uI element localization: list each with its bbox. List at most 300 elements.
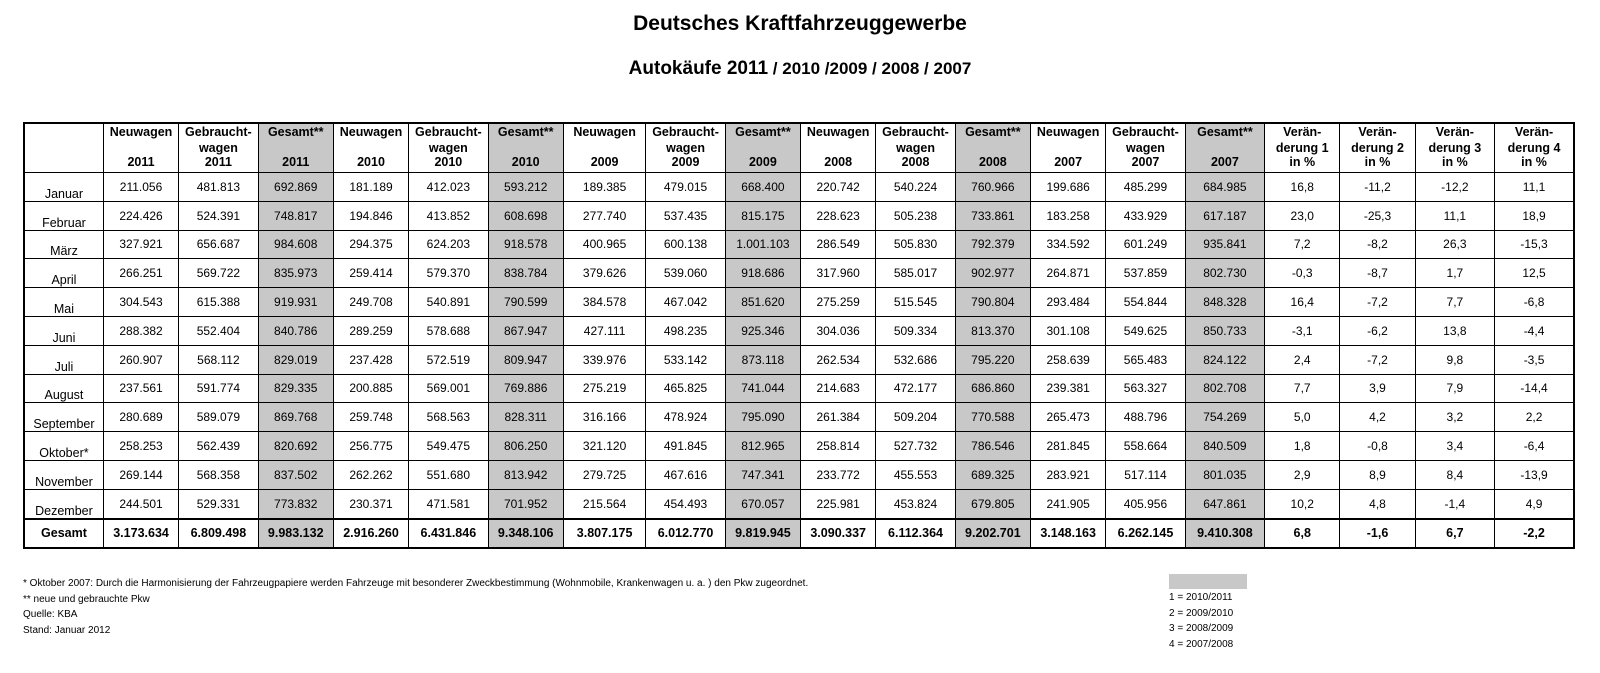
table-cell: 795.090 [725,403,800,432]
table-cell: 578.688 [409,316,488,345]
table-cell: 471.581 [409,489,488,518]
legend-item: 1 = 2010/2011 [1169,592,1233,603]
table-cell: 5,0 [1265,403,1340,432]
table-cell: 7,2 [1265,230,1340,259]
table-cell: 579.370 [409,259,488,288]
table-cell: 840.786 [258,316,333,345]
table-cell: 11,1 [1415,201,1494,230]
month-label: November [24,460,103,489]
table-cell: 379.626 [563,259,646,288]
table-cell: -1,4 [1415,489,1494,518]
table-cell: 537.435 [646,201,725,230]
footnotes [23,576,808,638]
table-cell: 873.118 [725,345,800,374]
table-cell: 4,2 [1340,403,1415,432]
total-cell: 3.173.634 [103,519,178,548]
table-cell: 813.370 [955,316,1030,345]
table-cell: 647.861 [1185,489,1264,518]
column-header [876,123,955,173]
table-cell: 266.251 [103,259,178,288]
footnote-line: Quelle: KBA [23,609,78,620]
header-row [24,123,1574,173]
table-cell: 275.259 [801,288,876,317]
table-cell: 384.578 [563,288,646,317]
table-cell: 591.774 [179,374,258,403]
column-header-label: Verän- derung 4 [1507,125,1561,155]
sales-table [23,122,1575,549]
table-cell: 412.023 [409,173,488,202]
table-cell: 485.299 [1106,173,1185,202]
column-header [955,123,1030,173]
column-header-label: Gebraucht- wagen [652,125,719,155]
table-cell: 828.311 [488,403,563,432]
table-cell: 277.740 [563,201,646,230]
table-cell: 795.220 [955,345,1030,374]
footnote-line: ** neue und gebrauchte Pkw [23,593,150,605]
table-cell: 572.519 [409,345,488,374]
table-cell: 256.775 [333,432,408,461]
table-cell: 802.708 [1185,374,1264,403]
table-cell: 244.501 [103,489,178,518]
table-cell: 792.379 [955,230,1030,259]
table-cell: 400.965 [563,230,646,259]
table-cell: 281.845 [1031,432,1106,461]
table-cell: -8,7 [1340,259,1415,288]
total-cell: 2.916.260 [333,519,408,548]
table-cell: 733.861 [955,201,1030,230]
table-cell: 2,2 [1495,403,1574,432]
month-label: Februar [24,201,103,230]
table-cell: 701.952 [488,489,563,518]
footnote-line: * Oktober 2007: Durch die Harmonisierung der Fahrzeugpapiere werden Fahrzeuge mit besonderer Zweckbestimmung (Wohnmobile, Krankenwagen u. a. ) den Pkw zugeordnet. [23,578,809,589]
table-cell: -7,2 [1340,345,1415,374]
table-cell: 589.079 [179,403,258,432]
table-cell: -6,2 [1340,316,1415,345]
column-header-label: Neuwagen [573,125,636,139]
table-row [24,489,1574,518]
column-header-year: 2011 [127,155,155,169]
table-cell: 241.905 [1031,489,1106,518]
table-cell: -3,1 [1265,316,1340,345]
table-cell: 12,5 [1495,259,1574,288]
month-label: April [24,259,103,288]
table-cell: 316.166 [563,403,646,432]
table-cell: 478.924 [646,403,725,432]
column-header-label: Neuwagen [1036,125,1100,139]
month-label: Januar [24,173,103,202]
table-cell: 552.404 [179,316,258,345]
table-row [24,201,1574,230]
table-cell: 569.001 [409,374,488,403]
table-cell: 919.931 [258,288,333,317]
column-header-label: Verän- derung 2 [1351,125,1404,155]
table-cell: 479.015 [646,173,725,202]
column-header-year: 2008 [978,155,1007,169]
table-cell: 491.845 [646,432,725,461]
table-row [24,173,1574,202]
table-cell: -14,4 [1495,374,1574,403]
table-cell: -12,2 [1415,173,1494,202]
table-cell: 935.841 [1185,230,1264,259]
table-cell: 600.138 [646,230,725,259]
table-cell: 1.001.103 [725,230,800,259]
table-cell: 275.219 [563,374,646,403]
table-cell: 820.692 [258,432,333,461]
table-cell: 249.708 [333,288,408,317]
table-cell: 925.346 [725,316,800,345]
table-cell: -0,8 [1340,432,1415,461]
table-row [24,374,1574,403]
column-header-label: Gebraucht- wagen [1112,125,1179,155]
column-header-label: Neuwagen [109,125,173,139]
total-cell: 6.262.145 [1106,519,1185,548]
table-cell: 802.730 [1185,259,1264,288]
table-cell: 7,7 [1265,374,1340,403]
table-row [24,316,1574,345]
table-cell: 465.825 [646,374,725,403]
table-cell: 224.426 [103,201,178,230]
column-header-label: Verän- derung 3 [1428,125,1482,155]
month-label: Juni [24,316,103,345]
legend [1169,574,1247,652]
table-cell: 670.057 [725,489,800,518]
table-cell: 549.625 [1106,316,1185,345]
table-cell: 509.204 [876,403,955,432]
column-header [103,123,178,173]
month-label: März [24,230,103,259]
table-cell: 748.817 [258,201,333,230]
column-header [1415,123,1494,173]
table-cell: 301.108 [1031,316,1106,345]
column-header [563,123,646,173]
table-cell: 23,0 [1265,201,1340,230]
table-cell: -6,8 [1495,288,1574,317]
table-cell: 16,4 [1265,288,1340,317]
table-cell: 211.056 [103,173,178,202]
table-row [24,259,1574,288]
column-header-year: 2008 [824,155,853,169]
column-header [1340,123,1415,173]
table-cell: -0,3 [1265,259,1340,288]
table-cell: 4,8 [1340,489,1415,518]
table-cell: 563.327 [1106,374,1185,403]
total-cell: -2,2 [1495,519,1574,548]
table-cell: 220.742 [801,173,876,202]
total-cell: 6.431.846 [409,519,488,548]
table-row [24,230,1574,259]
column-header-year: in % [1289,155,1316,169]
table-cell: 304.036 [801,316,876,345]
table-cell: 455.553 [876,460,955,489]
table-cell: 679.805 [955,489,1030,518]
column-header [1106,123,1185,173]
table-cell: 3,2 [1415,403,1494,432]
table-cell: 617.187 [1185,201,1264,230]
table-cell: 294.375 [333,230,408,259]
table-cell: -13,9 [1495,460,1574,489]
table-cell: 339.976 [563,345,646,374]
table-cell: 829.335 [258,374,333,403]
table-cell: 527.732 [876,432,955,461]
table-cell: 2,9 [1265,460,1340,489]
table-cell: 505.238 [876,201,955,230]
table-cell: 539.060 [646,259,725,288]
column-header-year: 2011 [204,155,232,169]
table-cell: 869.768 [258,403,333,432]
table-cell: 741.044 [725,374,800,403]
table-cell: 16,8 [1265,173,1340,202]
legend-item: 2 = 2009/2010 [1169,607,1234,619]
table-cell: 656.687 [179,230,258,259]
table-cell: 18,9 [1495,201,1574,230]
table-cell: 515.545 [876,288,955,317]
column-header [333,123,408,173]
table-cell: 433.929 [1106,201,1185,230]
table-cell: 770.588 [955,403,1030,432]
table-cell: 4,9 [1495,489,1574,518]
table-cell: 262.262 [333,460,408,489]
month-label: Juli [24,345,103,374]
column-header-label: Gesamt** [497,125,554,139]
month-label: Dezember [24,489,103,518]
table-cell: 509.334 [876,316,955,345]
table-cell: -4,4 [1495,316,1574,345]
total-cell: 6.809.498 [179,519,258,548]
table-cell: 7,7 [1415,288,1494,317]
table-cell: 1,8 [1265,432,1340,461]
table-cell: 233.772 [801,460,876,489]
table-cell: 200.885 [333,374,408,403]
column-header-year: in % [1442,155,1468,169]
subtitle-years: / 2010 /2009 / 2008 / 2007 [768,59,972,78]
table-cell: 427.111 [563,316,646,345]
column-header-label: Gesamt** [965,125,1021,139]
table-cell: 812.965 [725,432,800,461]
table-cell: -8,2 [1340,230,1415,259]
table-cell: 524.391 [179,201,258,230]
column-header-label: Gesamt** [267,125,324,139]
table-cell: 601.249 [1106,230,1185,259]
table-cell: 773.832 [258,489,333,518]
table-cell: 540.891 [409,288,488,317]
column-header-label: Gesamt** [1197,125,1253,139]
total-label: Gesamt [24,519,103,548]
column-header [646,123,725,173]
table-cell: 7,9 [1415,374,1494,403]
table-cell: 261.384 [801,403,876,432]
table-cell: 239.381 [1031,374,1106,403]
table-cell: 467.616 [646,460,725,489]
table-cell: 283.921 [1031,460,1106,489]
table-cell: 413.852 [409,201,488,230]
table-cell: 593.212 [488,173,563,202]
total-cell: 6,8 [1265,519,1340,548]
column-header-year: in % [1521,155,1547,169]
table-cell: 321.120 [563,432,646,461]
table-cell: 608.698 [488,201,563,230]
table-cell: 837.502 [258,460,333,489]
total-cell: 6.112.364 [876,519,955,548]
table-cell: 230.371 [333,489,408,518]
table-row [24,345,1574,374]
total-cell: 6.012.770 [646,519,725,548]
table-cell: 549.475 [409,432,488,461]
table-cell: 181.189 [333,173,408,202]
month-label: August [24,374,103,403]
table-row [24,432,1574,461]
column-header-year: 2009 [748,155,777,169]
table-cell: 517.114 [1106,460,1185,489]
table-cell: 225.981 [801,489,876,518]
column-header [1495,123,1574,173]
table-cell: 269.144 [103,460,178,489]
table-cell: 3,4 [1415,432,1494,461]
table-cell: 304.543 [103,288,178,317]
table-cell: -15,3 [1495,230,1574,259]
total-cell: 9.348.106 [488,519,563,548]
table-cell: 851.620 [725,288,800,317]
table-cell: 11,1 [1495,173,1574,202]
table-cell: 228.623 [801,201,876,230]
table-cell: 806.250 [488,432,563,461]
table-cell: 533.142 [646,345,725,374]
table-cell: 824.122 [1185,345,1264,374]
table-cell: 838.784 [488,259,563,288]
table-cell: 3,9 [1340,374,1415,403]
column-header-year: 2010 [434,155,463,169]
table-cell: 809.947 [488,345,563,374]
table-cell: 769.886 [488,374,563,403]
table-cell: 668.400 [725,173,800,202]
table-row [24,288,1574,317]
table-cell: 2,4 [1265,345,1340,374]
table-cell: 183.258 [1031,201,1106,230]
table-cell: 624.203 [409,230,488,259]
column-header [1185,123,1264,173]
table-cell: 686.860 [955,374,1030,403]
table-cell: 194.846 [333,201,408,230]
table-cell: 259.748 [333,403,408,432]
page-title: Deutsches Kraftfahrzeuggewerbe [633,12,967,35]
table-cell: 280.689 [103,403,178,432]
table-cell: 488.796 [1106,403,1185,432]
column-header-year: 2007 [1131,155,1160,169]
table-cell: 532.686 [876,345,955,374]
table-cell: -6,4 [1495,432,1574,461]
column-header-year: 2007 [1054,155,1083,169]
table-cell: 237.428 [333,345,408,374]
corner-cell [24,123,103,173]
table-cell: 10,2 [1265,489,1340,518]
column-header-year: in % [1364,155,1391,169]
table-cell: 902.977 [955,259,1030,288]
table-cell: 258.814 [801,432,876,461]
column-header-year: 2009 [671,155,700,169]
table-cell: 286.549 [801,230,876,259]
table-cell: 848.328 [1185,288,1264,317]
table-cell: 13,8 [1415,316,1494,345]
table-cell: 505.830 [876,230,955,259]
table-cell: 684.985 [1185,173,1264,202]
table-cell: 529.331 [179,489,258,518]
table-cell: 790.804 [955,288,1030,317]
table-cell: 199.686 [1031,173,1106,202]
table-cell: 815.175 [725,201,800,230]
table-cell: 1,7 [1415,259,1494,288]
table-cell: 214.683 [801,374,876,403]
table-row [24,403,1574,432]
column-header-year: 2011 [282,155,310,169]
subtitle-main: Autokäufe 2011 [628,58,769,79]
table-cell: 498.235 [646,316,725,345]
table-cell: 265.473 [1031,403,1106,432]
table-cell: 918.578 [488,230,563,259]
table-cell: 568.358 [179,460,258,489]
total-row [24,519,1574,548]
table-cell: 189.385 [563,173,646,202]
table-cell: 260.907 [103,345,178,374]
table-cell: 405.956 [1106,489,1185,518]
table-cell: 481.813 [179,173,258,202]
table-cell: 585.017 [876,259,955,288]
column-header-label: Verän- derung 1 [1275,125,1329,155]
table-cell: 26,3 [1415,230,1494,259]
month-label: Mai [24,288,103,317]
legend-item: 3 = 2008/2009 [1169,623,1234,634]
table-cell: 258.253 [103,432,178,461]
table-cell: 262.534 [801,345,876,374]
total-cell: 3.148.163 [1031,519,1106,548]
table-cell: 551.680 [409,460,488,489]
total-cell: 3.807.175 [563,519,646,548]
table-cell: 454.493 [646,489,725,518]
column-header [488,123,563,173]
column-header-year: 2010 [357,155,385,169]
table-cell: 689.325 [955,460,1030,489]
month-label: September [24,403,103,432]
total-cell: 6,7 [1415,519,1494,548]
table-cell: 9,8 [1415,345,1494,374]
table-cell: 790.599 [488,288,563,317]
column-header [258,123,333,173]
table-cell: 288.382 [103,316,178,345]
column-header-year: 2007 [1210,155,1239,169]
table-cell: 279.725 [563,460,646,489]
table-cell: 293.484 [1031,288,1106,317]
footnote-line: Stand: Januar 2012 [23,624,111,636]
total-cell: 9.410.308 [1185,519,1264,548]
table-cell: 867.947 [488,316,563,345]
column-header-label: Neuwagen [806,125,870,139]
total-cell: -1,6 [1340,519,1415,548]
column-header-year: 2010 [511,155,540,169]
table-cell: 289.259 [333,316,408,345]
table-cell: 537.859 [1106,259,1185,288]
table-cell: 760.966 [955,173,1030,202]
month-label: Oktober* [24,432,103,461]
table-cell: 258.639 [1031,345,1106,374]
legend-item: 4 = 2007/2008 [1169,638,1234,650]
table-cell: 835.973 [258,259,333,288]
column-header-year: 2009 [590,155,619,169]
total-cell: 9.202.701 [955,519,1030,548]
table-cell: 334.592 [1031,230,1106,259]
table-cell: -11,2 [1340,173,1415,202]
table-cell: 540.224 [876,173,955,202]
column-header [1031,123,1106,173]
column-header-label: Gesamt** [735,125,791,139]
column-header-label: Gebraucht- wagen [415,125,482,155]
